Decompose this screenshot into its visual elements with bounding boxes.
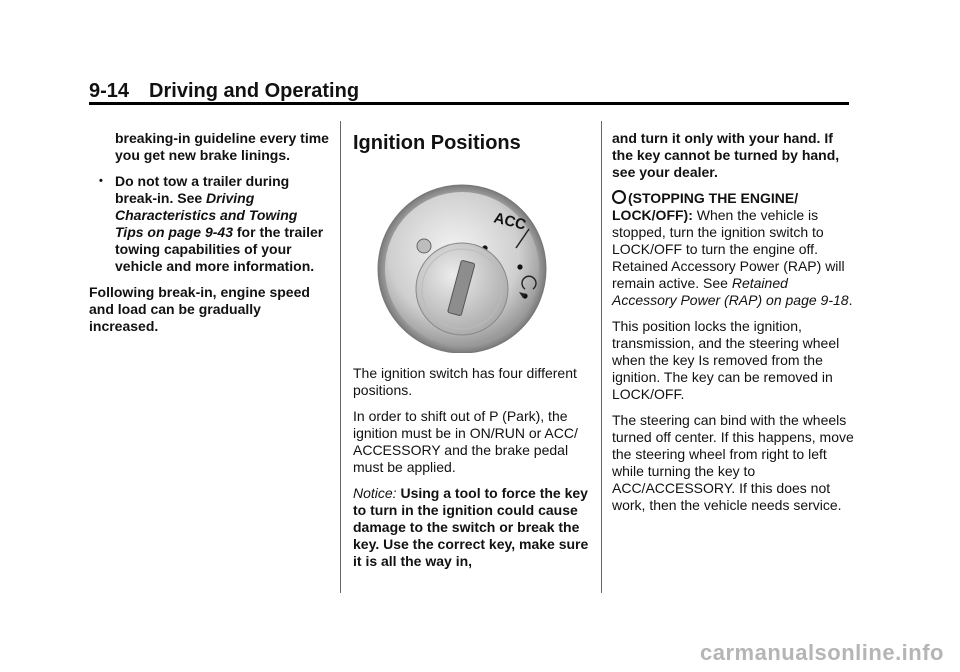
bullet-item [89, 173, 329, 275]
circle-icon [612, 190, 626, 204]
cross-reference-link[interactable]: Retained Accessory Power (RAP) on page 9-18 [612, 275, 849, 308]
cross-reference-link[interactable]: Driving Characteristics and Towing Tips on page 9-43 [115, 190, 298, 240]
page-header [89, 80, 359, 103]
paragraph: The steering can bind with the wheels turned off center. If this happens, move the steering wheel from right to left while turning the key to ACC/ACCESSORY. If this does not work, then the vehicle needs service. [612, 412, 854, 513]
lock-off-text: When the vehicle is stopped, turn the ignition switch to LOCK/OFF to turn the engine off. Retained Accessory Power (RAP) will remain active. See [612, 207, 845, 291]
paragraph: Following break-in, engine speed and load can be gradually increased. [89, 284, 310, 334]
watermark: carmanualsonline.info [700, 640, 944, 665]
notice-paragraph [353, 485, 593, 570]
column-1 [89, 130, 329, 344]
page-number: 9-14 [89, 80, 130, 102]
ignition-switch-figure [353, 169, 601, 353]
column-divider-2 [601, 121, 602, 593]
paragraph: In order to shift out of P (Park), the ignition must be in ON/RUN or ACC/ ACCESSORY and the brake pedal must be applied. [353, 408, 578, 475]
paragraph: and turn it only with your hand. If the key cannot be turned by hand, see your dealer. [612, 130, 840, 180]
bullet-text: Do not tow a trailer during break-in. See [115, 173, 290, 206]
bullet-continuation: breaking-in guideline every time you get new brake linings. [115, 130, 329, 163]
notice-text: Using a tool to force the key to turn in the ignition could cause damage to the switch or break the key. Use the correct key, make sure it is all the way in, [353, 485, 589, 569]
paragraph: This position locks the ignition, transmission, and the steering wheel when the key Is removed from the ignition. The key can be removed in LOCK/OFF. [612, 318, 840, 402]
ignition-switch-icon [353, 169, 601, 353]
column-divider-1 [340, 121, 341, 593]
bullet-icon: • [99, 175, 103, 187]
lock-off-text-end: . [848, 292, 853, 308]
notice-label: Notice: [353, 485, 397, 501]
lock-off-label: (STOPPING THE ENGINE/ LOCK/OFF): [612, 190, 799, 223]
bullet-text-end: for the trailer towing capabilities of your vehicle and more information. [115, 224, 324, 274]
acc-label: ACC [492, 209, 528, 234]
header-rule [89, 102, 849, 105]
section-heading: Ignition Positions [353, 132, 521, 154]
column-2 [353, 131, 593, 579]
paragraph: The ignition switch has four different positions. [353, 365, 577, 398]
column-3 [612, 130, 854, 523]
section-title: Driving and Operating [149, 80, 360, 102]
lock-off-paragraph [612, 190, 854, 309]
